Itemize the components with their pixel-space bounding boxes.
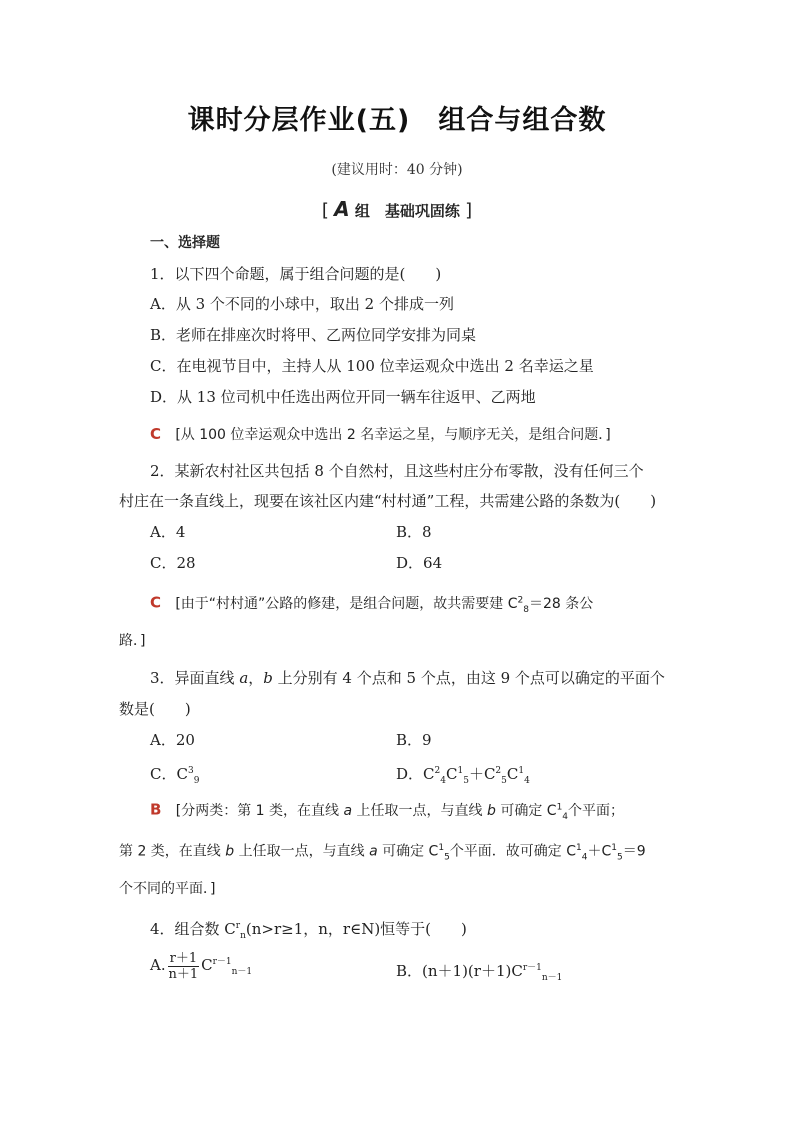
q4-a-denominator: n＋1 (168, 966, 199, 982)
q3-e2-sub2: 4 (581, 852, 588, 863)
q3-d-mid1: C (445, 765, 458, 783)
q2-option-b: B．8 (396, 523, 432, 541)
q4-a-sub: n－1 (231, 967, 253, 977)
q3-e2-sub3: 5 (617, 852, 623, 863)
q3-e2-sub: 5 (444, 852, 450, 863)
q3-e2-mid2: 可确定 C (377, 843, 439, 860)
q1-option-c: C．在电视节目中，主持人从 100 位幸运观众中选出 2 名幸运之星 (150, 357, 594, 375)
q4-a-numerator: r＋1 (169, 950, 198, 966)
group-header (0, 197, 794, 221)
q3-e2-post: ＝9 (622, 843, 646, 860)
q3-var-b: b (263, 669, 273, 687)
q3-option-d (396, 761, 530, 791)
q4-option-a (150, 946, 252, 988)
q3-e2-var2: a (369, 843, 378, 860)
q4-stem-sup: r (235, 921, 241, 931)
q3-e1-sup: 1 (556, 802, 563, 812)
q4-b-pre: B．(n＋1)(r＋1)C (396, 962, 523, 980)
q3-e2-mid: 上任取一点，与直线 (234, 843, 370, 860)
q3-stem-pre: 3．异面直线 (150, 669, 240, 687)
q3-d-sub3: 5 (501, 776, 507, 786)
q4-stem-sub: n (240, 931, 246, 941)
q3-d-sub1: 4 (440, 776, 446, 786)
q4-a-fraction (168, 951, 200, 982)
q1-option-a: A．从 3 个不同的小球中，取出 2 个排成一列 (150, 295, 454, 313)
q2-explanation (175, 595, 594, 615)
q3-c-sub: 9 (193, 776, 200, 786)
q2-option-d: D．64 (396, 554, 443, 572)
q3-e2-mid4: ＋C (587, 843, 612, 860)
q3-d-sup2: 1 (457, 766, 464, 776)
q3-e1-pre: [分两类：第 1 类，在直线 (175, 802, 344, 819)
q4-option-b (396, 958, 562, 988)
page-title: 课时分层作业(五) 组合与组合数 (187, 105, 607, 136)
q3-e1-sub: 4 (562, 811, 569, 822)
q3-var-a: a (239, 669, 249, 687)
q4-a-label: A. (150, 956, 166, 974)
q2-expl-text: [由于“村村通”公路的修建，是组合问题，故共需要建 C (175, 595, 518, 612)
q1-answer: C (150, 425, 162, 443)
q2-answer: C (150, 593, 162, 612)
q3-d-mid2: ＋C (468, 765, 496, 783)
q2-option-c: C．28 (150, 554, 196, 572)
q3-stem-post: 上分别有 4 个点和 5 个点，由这 9 个点可以确定的平面个 (272, 669, 665, 687)
q3-e1-var1: a (343, 802, 353, 819)
q4-stem-pre: 4．组合数 C (150, 920, 236, 938)
q3-d-sup4: 1 (518, 766, 525, 776)
q3-answer: B (150, 800, 162, 819)
q3-e2-pre: 第 2 类，在直线 (119, 843, 226, 860)
q2-stem-line2: 村庄在一条直线上，现要在该社区内建“村村通”工程，共需建公路的条数为( ) (119, 492, 657, 510)
q3-d-sup1: 2 (434, 766, 441, 776)
q3-e1-post: 个平面； (568, 802, 625, 819)
q4-stem-post: (n>r≥1，n，r∈N)恒等于( ) (245, 920, 467, 938)
q1-option-d: D．从 13 位司机中任选出两位开同一辆车往返甲、乙两地 (150, 388, 536, 406)
q2-stem-line1: 2．某新农村社区共包括 8 个自然村，且这些村庄分布零散，没有任何三个 (150, 462, 644, 480)
group-close-bracket: ] (465, 200, 473, 221)
q4-a-sup: r－1 (212, 957, 232, 967)
q3-solution (150, 797, 624, 826)
q3-option-a: A．20 (150, 731, 195, 749)
q3-d-mid3: C (506, 765, 519, 783)
q3-d-sub4: 4 (524, 776, 530, 786)
section-heading: 一、选择题 (150, 235, 220, 251)
q2-solution (150, 590, 593, 619)
q3-c-pre: C．C (150, 765, 188, 783)
q4-b-sup: r－1 (522, 963, 542, 973)
q3-option-c (150, 761, 199, 791)
q3-explanation-line2 (119, 838, 646, 867)
q1-option-b: B．老师在排座次时将甲、乙两位同学安排为同桌 (150, 326, 477, 344)
q2-option-a: A．4 (150, 523, 186, 541)
q3-explanation-line3: 个不同的平面．] (119, 881, 216, 897)
q1-explanation: [从 100 位幸运观众中选出 2 名幸运之星，与顺序无关，是组合问题．] (175, 427, 611, 443)
q3-sep: ， (248, 669, 264, 687)
q3-c-sup: 3 (187, 766, 194, 776)
q3-d-sup3: 2 (495, 766, 502, 776)
q1-solution (150, 424, 611, 445)
group-open-bracket: [ (321, 200, 329, 221)
q3-e2-var1: b (225, 843, 235, 860)
q3-e2-sup2: 1 (576, 843, 582, 853)
q3-stem-line2: 数是( ) (119, 700, 191, 718)
group-label: 组 基础巩固练 (354, 202, 460, 220)
q3-e1-var2: b (486, 802, 496, 819)
q3-e1-mid: 上任取一点，与直线 (352, 802, 487, 819)
q3-d-pre: D．C (396, 765, 435, 783)
q2-expl-tail: ＝28 条公 (529, 595, 594, 612)
q4-b-sub: n－1 (541, 973, 563, 983)
q3-e2-mid3: 个平面．故可确定 C (449, 843, 577, 860)
suggested-time: (建议用时：40 分钟) (331, 162, 463, 178)
q1-stem: 1．以下四个命题，属于组合问题的是( ) (150, 265, 442, 283)
q4-a-c: C (201, 956, 213, 974)
q2-expl-sub: 8 (523, 604, 529, 615)
q4-stem (150, 916, 467, 946)
q2-explanation-line2: 路．] (119, 633, 146, 649)
group-letter: A (334, 197, 350, 221)
q2-expl-sup: 2 (517, 595, 524, 605)
q3-option-b: B．9 (396, 731, 432, 749)
q3-stem-line1 (150, 668, 665, 688)
q3-d-sub2: 5 (463, 776, 469, 786)
q3-e2-sup: 1 (438, 843, 445, 853)
q3-explanation-line1 (175, 802, 625, 822)
q3-e1-mid2: 可确定 C (495, 802, 557, 819)
q3-e2-sup3: 1 (611, 843, 618, 853)
